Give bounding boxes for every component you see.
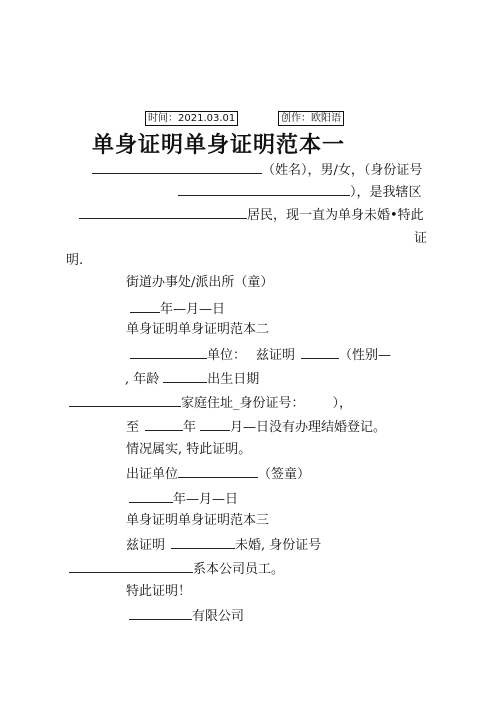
s2-date-text: 年—月—日 [173,492,239,507]
s1-line2 [178,182,422,202]
author-stamp: 创作：欧阳语 [278,111,344,126]
s2-year-blank [129,489,173,503]
s1-line5: 明. [66,253,84,268]
s1-line2-text: ），是我辖区 [350,185,422,200]
age-label: , 年龄 [125,372,160,387]
s2-age-line [125,369,259,389]
seal-label: （签童） [258,467,311,482]
s3-unmarried-text: 未婚, 身份证号 [235,538,322,553]
s2-until-line [126,417,386,437]
age-blank [163,369,207,383]
s1-office: 街道办事处/派出所（童） [126,275,274,290]
address-blank [69,393,181,407]
issuer-label: 出证单位 [126,467,179,482]
until-year-blank [145,417,183,431]
time-stamp: 时间：2021.03.01 [145,111,238,126]
until-month-blank [200,417,230,431]
s3-line1 [126,535,321,555]
s1-line3 [79,205,424,225]
person-blank [301,345,339,359]
s3-company-line [129,606,244,626]
year-label: 年 [183,420,197,435]
unit-blank [130,345,207,359]
name-blank [92,160,262,174]
s2-unit-line [130,345,391,365]
company-blank [129,606,192,620]
gender-label: （性别— [339,348,392,363]
issuer-blank [178,464,258,478]
district-blank [79,205,247,219]
s1-line3-text: 居民，现一直为单身未婚•特此 [247,208,424,223]
s3-name-blank [171,535,235,549]
s3-employee-text: 系本公司员工。 [193,562,285,577]
year-blank [130,299,160,313]
s2-issuer-line [126,464,310,484]
address-label: 家庭住址_身份证号： [181,396,305,411]
page-title: 单身证明单身证明范本一 [92,133,346,158]
s2-fact: 情况属实, 特此证明。 [126,442,252,457]
id-close: ）， [332,396,353,411]
unit-label: 单位： [207,348,247,363]
s3-special: 特此证明！ [126,584,192,599]
s2-date [129,489,238,509]
s1-line1 [92,160,422,180]
s1-line4: 证 [414,231,428,246]
s1-date-text: 年—月—日 [160,302,226,317]
until-label: 至 [126,420,140,435]
s1-date [130,299,225,319]
id-blank [178,182,350,196]
company-label: 有限公司 [192,609,245,624]
s2-addr-line [69,393,352,413]
birthdate-label: 出生日期 [207,372,260,387]
s3-line2 [69,559,284,579]
s3-heading: 单身证明单身证明范本三 [126,513,270,528]
certify-label: 兹证明 [256,348,296,363]
s3-certify-label: 兹证明 [126,538,166,553]
no-registration-text: 月—日没有办理结婚登记。 [230,420,387,435]
s3-id-blank [69,559,193,573]
s1-line1-text: （姓名），男/女，（身份证号 [262,163,423,178]
s2-heading: 单身证明单身证明范本二 [126,322,270,337]
